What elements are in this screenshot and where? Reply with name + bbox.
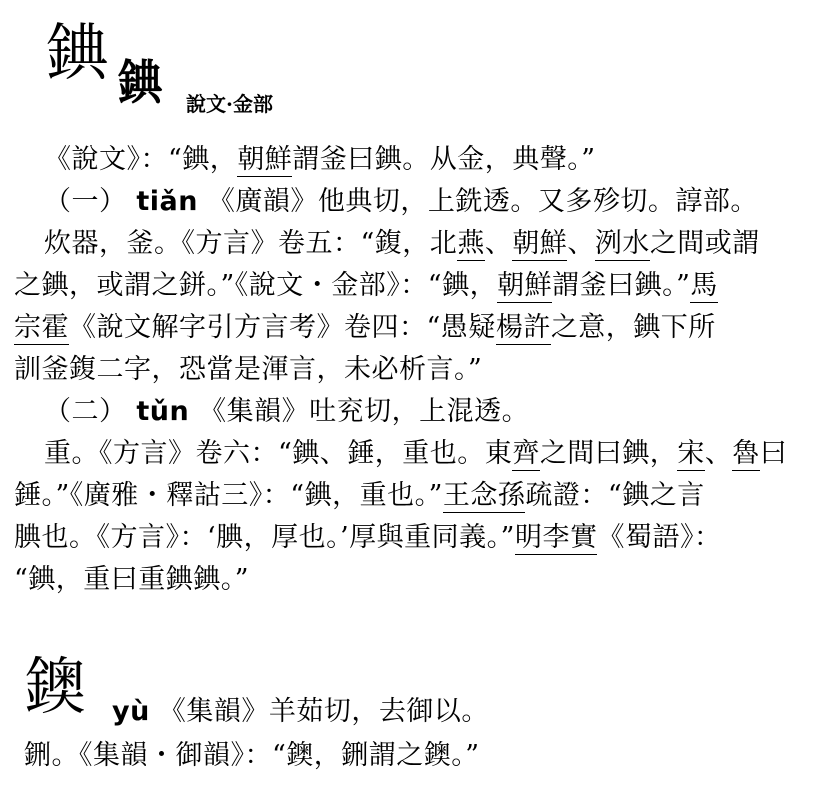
text-run: 錘。”《廣雅・釋詁三》：“錪，重也。” — [14, 480, 443, 511]
text-line — [24, 742, 480, 769]
text-run: 之間或謂 — [649, 228, 760, 259]
rhyme-dictionary-note: 《集韻》羊茹切，去御以。 — [158, 696, 489, 727]
text-line — [44, 188, 758, 215]
entry-pronunciation-line — [112, 698, 489, 725]
text-line — [44, 398, 529, 425]
text-run: “錪，重曰重錪錪。” — [14, 564, 250, 595]
proper-name: 朝鮮 — [237, 144, 293, 175]
text-run: 《集韻》吐兖切，上混透。 — [199, 396, 530, 427]
text-run: 曰 — [759, 438, 788, 469]
seal-source-label: 說文·金部 — [186, 92, 273, 116]
text-run: 之錪，或謂之鉼。”《說文・金部》：“錪， — [14, 270, 498, 301]
text-run: 《說文解字引方言考》卷四：“愚疑 — [69, 312, 496, 343]
proper-name: 宋 — [677, 438, 705, 469]
text-line — [44, 230, 760, 257]
text-line — [14, 356, 482, 383]
text-line — [14, 314, 716, 341]
text-run: 《廣韻》他典切，上銑透。又多殄切。諄部。 — [207, 186, 758, 217]
text-run: 鉶。《集韻・御韻》：“鐭，鉶謂之鐭。” — [24, 740, 480, 771]
text-run: 、 — [567, 228, 595, 259]
text-line — [14, 566, 249, 593]
proper-name: 李實 — [542, 522, 598, 553]
text-line — [44, 146, 596, 173]
entry-headword: 鐭 — [24, 650, 87, 723]
text-line — [44, 440, 787, 467]
text-line — [14, 482, 705, 509]
proper-name: 魯 — [732, 438, 760, 469]
text-run: 《蜀語》： — [597, 522, 722, 553]
pinyin: tǔn — [126, 396, 200, 427]
proper-name: 楊 — [495, 312, 524, 343]
proper-name: 齊 — [512, 438, 540, 469]
text-run: 謂釜曰錪。” — [552, 270, 691, 301]
text-run: 之間曰錪， — [539, 438, 678, 469]
text-line — [14, 524, 721, 551]
proper-name: 宗霍 — [14, 312, 69, 343]
text-run: 、 — [484, 228, 513, 259]
proper-name: 王念孫 — [442, 480, 526, 511]
proper-name: 朝鮮 — [497, 270, 553, 301]
entry-headword: 錪 — [46, 16, 109, 89]
pinyin: yù — [112, 696, 150, 727]
text-run: （二） — [44, 396, 127, 427]
proper-name: 燕 — [457, 228, 485, 259]
text-run: 訓釜鍑二字，恐當是渾言，未必析言。” — [14, 354, 483, 385]
proper-name: 朝鮮 — [512, 228, 568, 259]
text-run: 、 — [704, 438, 733, 469]
proper-name: 馬 — [690, 270, 718, 301]
text-run: （一） — [44, 186, 127, 217]
text-run: 之意，錪下所 — [550, 312, 716, 343]
seal-script-character: 錪 — [118, 55, 162, 111]
text-run: 重。《方言》卷六：“錪、錘，重也。東 — [44, 438, 513, 469]
text-run: 《說文》：“錪， — [44, 144, 238, 175]
proper-name: 許 — [523, 312, 551, 343]
text-run: 謂釜曰錪。从金，典聲。” — [292, 144, 596, 175]
proper-name: 明 — [514, 522, 543, 553]
proper-name: 洌水 — [594, 228, 650, 259]
text-run: 炊器，釜。《方言》卷五：“鍑，北 — [44, 228, 458, 259]
text-run: 疏證：“錪之言 — [525, 480, 705, 511]
text-run: 腆也。《方言》：‘腆，厚也。’厚與重同義。” — [14, 522, 515, 553]
text-line — [14, 272, 718, 299]
pinyin: tiǎn — [126, 186, 208, 217]
